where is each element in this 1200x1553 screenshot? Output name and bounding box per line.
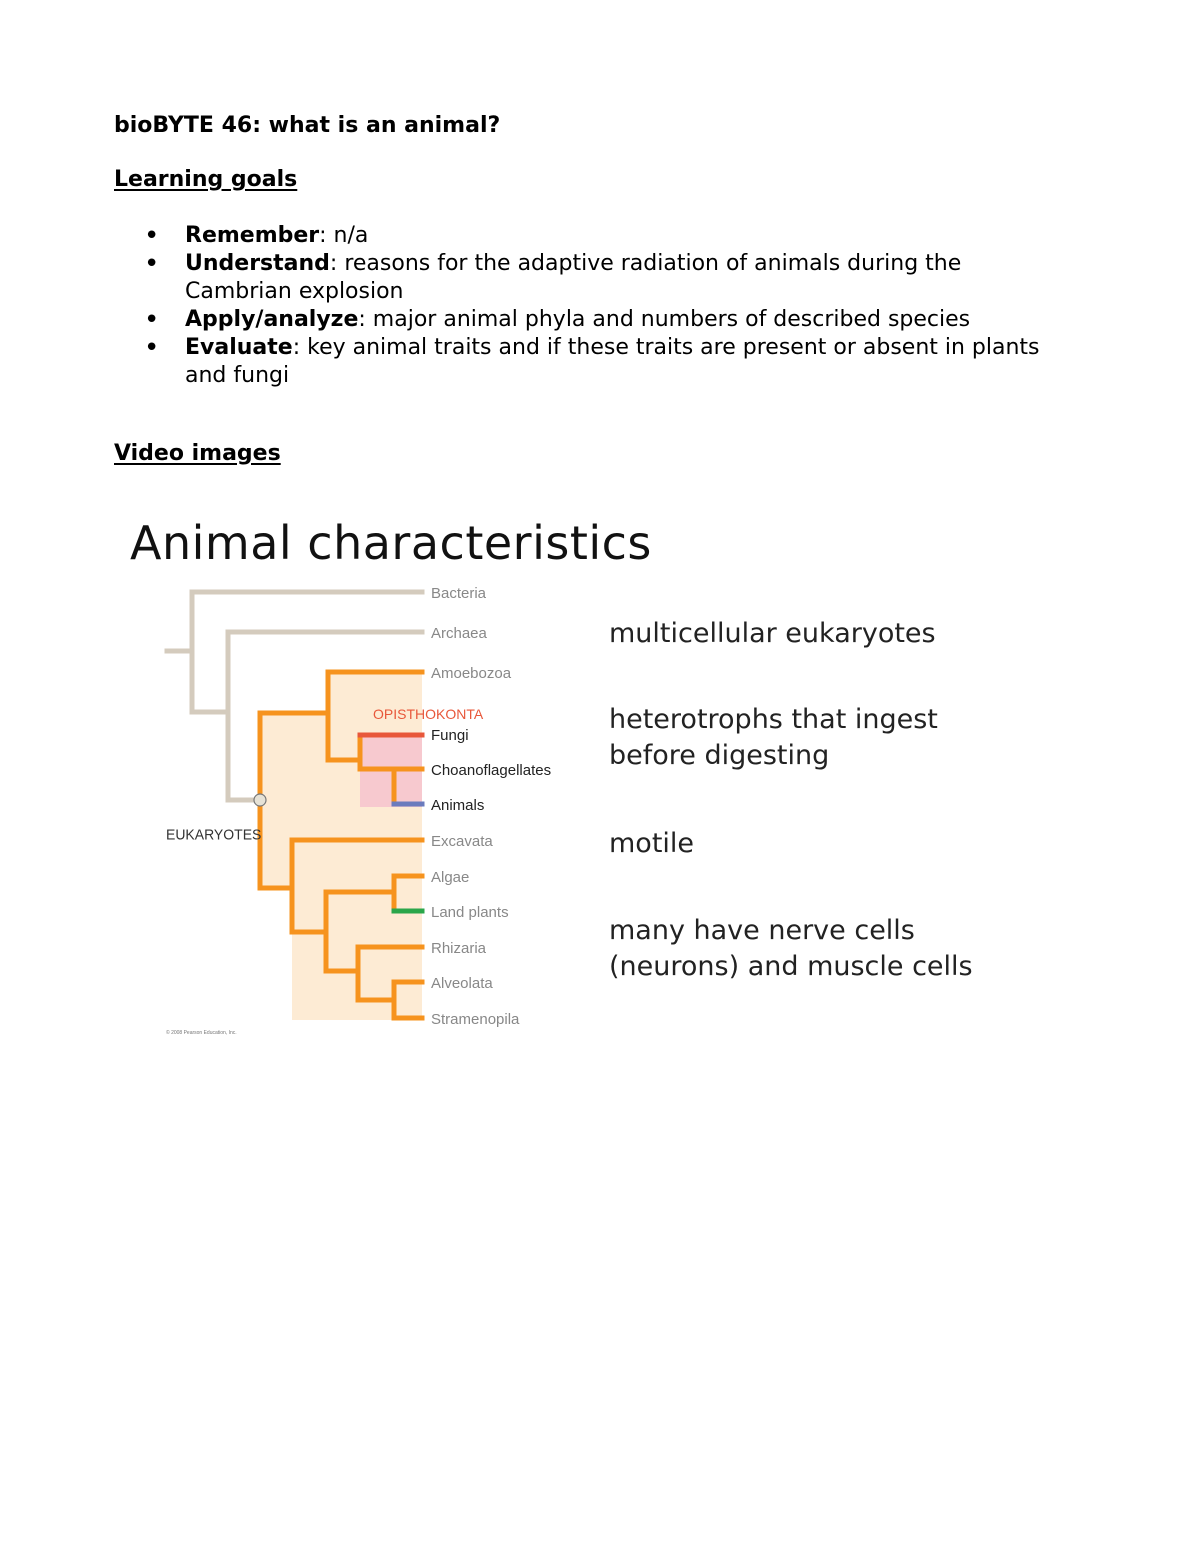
animal-characteristics-slide (110, 510, 1070, 1045)
taxon-amoebozoa: Amoebozoa (431, 665, 512, 682)
eukaryotes-label: EUKARYOTES (166, 827, 262, 844)
taxon-land-plants: Land plants (431, 904, 509, 921)
eukaryote-shade (260, 672, 422, 1020)
taxon-stramenopila: Stramenopila (431, 1011, 520, 1028)
trait-heterotrophs: heterotrophs that ingest before digesting (609, 704, 938, 771)
goal-text: : n/a (319, 223, 369, 248)
taxon-archaea: Archaea (431, 625, 487, 642)
taxon-fungi: Fungi (431, 727, 469, 744)
eukaryote-ancestor-node (254, 794, 266, 806)
goal-text: : reasons for the adaptive radiation of animals during the Cambrian explosion (185, 251, 962, 304)
learning-goals-list (114, 222, 1054, 390)
taxon-rhizaria: Rhizaria (431, 940, 487, 957)
goal-remember (114, 222, 1054, 250)
goal-term: Remember (185, 223, 320, 248)
video-images-heading: Video images (114, 441, 281, 466)
taxon-animals: Animals (431, 797, 485, 814)
goal-apply-analyze (114, 306, 1054, 334)
goal-term: Apply/analyze (185, 307, 359, 332)
trait-motile: motile (609, 828, 695, 859)
taxon-excavata: Excavata (431, 833, 493, 850)
copyright-note: © 2008 Pearson Education, Inc. (166, 1030, 237, 1036)
goal-text: : major animal phyla and numbers of described species (358, 307, 971, 332)
trait-nerve-muscle: many have nerve cells (neurons) and muscle cells (609, 915, 973, 982)
goal-term: Evaluate (185, 335, 293, 360)
goal-text: : key animal traits and if these traits are present or absent in plants and fungi (185, 335, 1040, 388)
taxon-bacteria: Bacteria (431, 585, 487, 602)
slide-title: Animal characteristics (130, 516, 652, 570)
learning-goals-heading: Learning goals (114, 167, 298, 192)
taxon-alveolata: Alveolata (431, 975, 493, 992)
taxon-algae: Algae (431, 869, 470, 886)
goal-term: Understand (185, 251, 330, 276)
opisthokonta-label: OPISTHOKONTA (373, 706, 484, 722)
taxon-choanoflagellates: Choanoflagellates (431, 762, 552, 779)
goal-evaluate (114, 334, 1054, 390)
document-title: bioBYTE 46: what is an animal? (114, 113, 501, 138)
goal-understand (114, 250, 1054, 306)
trait-multicellular: multicellular eukaryotes (609, 618, 936, 649)
